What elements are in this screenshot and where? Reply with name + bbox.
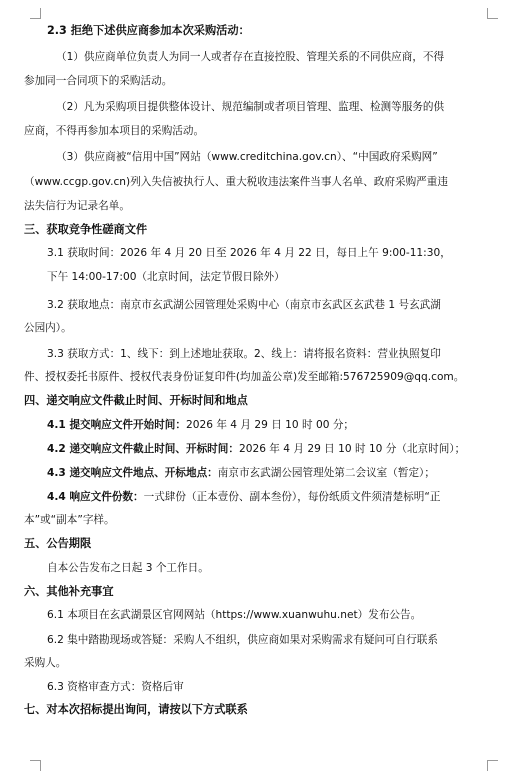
item-3-3-line-2: 件、授权委托书原件、授权代表身份证复印件(均加盖公章)发至邮箱:576725909@qq.com。 bbox=[24, 371, 465, 383]
item-6-2-line-2: 采购人。 bbox=[24, 657, 67, 669]
paragraph-2-3-1-line-2: 参加同一合同项下的采购活动。 bbox=[24, 75, 173, 87]
item-4-3-label: 4.3 递交响应文件地点、开标地点： bbox=[47, 467, 218, 479]
item-3-2-line-1: 3.2 获取地点：南京市玄武湖公园管理处采购中心（南京市玄武区玄武巷 1 号玄武湖 bbox=[47, 299, 441, 311]
paragraph-2-3-3-line-2: （www.ccgp.gov.cn)列入失信被执行人、重大税收违法案件当事人名单、政府采购严重违 bbox=[24, 176, 448, 188]
paragraph-2-3-2-line-2: 应商，不得再参加本项目的采购活动。 bbox=[24, 125, 205, 137]
item-4-4-line-2: 本”或“副本”字样。 bbox=[24, 514, 115, 526]
section-5-heading: 五、公告期限 bbox=[24, 537, 92, 550]
item-4-2-value: 2026 年 4 月 29 日 10 时 10 分（北京时间）； bbox=[238, 443, 466, 455]
item-4-1 bbox=[47, 418, 354, 432]
item-4-2 bbox=[47, 442, 465, 456]
item-6-2-line-1: 6.2 集中踏勘现场或答疑：采购人不组织，供应商如果对采购需求有疑问可自行联系 bbox=[47, 634, 438, 646]
section-2-3-title: 2.3 拒绝下述供应商参加本次采购活动： bbox=[47, 24, 250, 37]
item-6-3: 6.3 资格审查方式：资格后审 bbox=[47, 681, 184, 693]
item-3-1-line-1: 3.1 获取时间：2026 年 4 月 20 日至 2026 年 4 月 22 日，每日上午 9:00-11:30， bbox=[47, 247, 451, 259]
item-4-3 bbox=[47, 466, 435, 480]
item-3-2-line-2: 公园内）。 bbox=[24, 322, 72, 334]
item-4-4 bbox=[47, 490, 440, 504]
item-6-1: 6.1 本项目在玄武湖景区官网网站（https://www.xuanwuhu.net）发布公告。 bbox=[47, 609, 422, 621]
item-3-3-line-1: 3.3 获取方式：1、线下：到上述地址获取。2、线上：请将报名资料：营业执照复印 bbox=[47, 348, 441, 360]
item-4-1-value: 2026 年 4 月 29 日 10 时 00 分； bbox=[186, 419, 355, 431]
item-3-1-line-2: 下午 14:00-17:00（北京时间，法定节假日除外） bbox=[47, 271, 285, 283]
paragraph-2-3-3-line-3: 法失信行为记录名单。 bbox=[24, 200, 130, 212]
paragraph-2-3-1-line-1: （1）供应商单位负责人为同一人或者存在直接控股、管理关系的不同供应商，不得 bbox=[56, 51, 445, 63]
item-4-2-label: 4.2 递交响应文件截止时间、开标时间： bbox=[47, 443, 239, 455]
item-4-4-label: 4.4 响应文件份数： bbox=[47, 491, 144, 503]
paragraph-2-3-2-line-1: （2）凡为采购项目提供整体设计、规范编制或者项目管理、监理、检测等服务的供 bbox=[56, 101, 445, 113]
item-4-1-label: 4.1 提交响应文件开始时间： bbox=[47, 419, 186, 431]
section-3-heading: 三、获取竞争性磋商文件 bbox=[24, 223, 148, 236]
section-6-heading: 六、其他补充事宜 bbox=[24, 585, 114, 598]
paragraph-2-3-3-line-1: （3）供应商被“信用中国”网站（www.creditchina.gov.cn）、“中国政府采购网” bbox=[56, 151, 438, 163]
item-4-3-value: 南京市玄武湖公园管理处第二会议室（暂定）； bbox=[217, 467, 435, 479]
section-7-heading: 七、对本次招标提出询问，请按以下方式联系 bbox=[24, 703, 248, 716]
section-4-heading: 四、递交响应文件截止时间、开标时间和地点 bbox=[24, 394, 248, 407]
section-5-text: 自本公告发布之日起 3 个工作日。 bbox=[47, 562, 209, 574]
item-4-4-value: 一式肆份（正本壹份、副本叁份），每份纸质文件须清楚标明“正 bbox=[143, 491, 441, 503]
